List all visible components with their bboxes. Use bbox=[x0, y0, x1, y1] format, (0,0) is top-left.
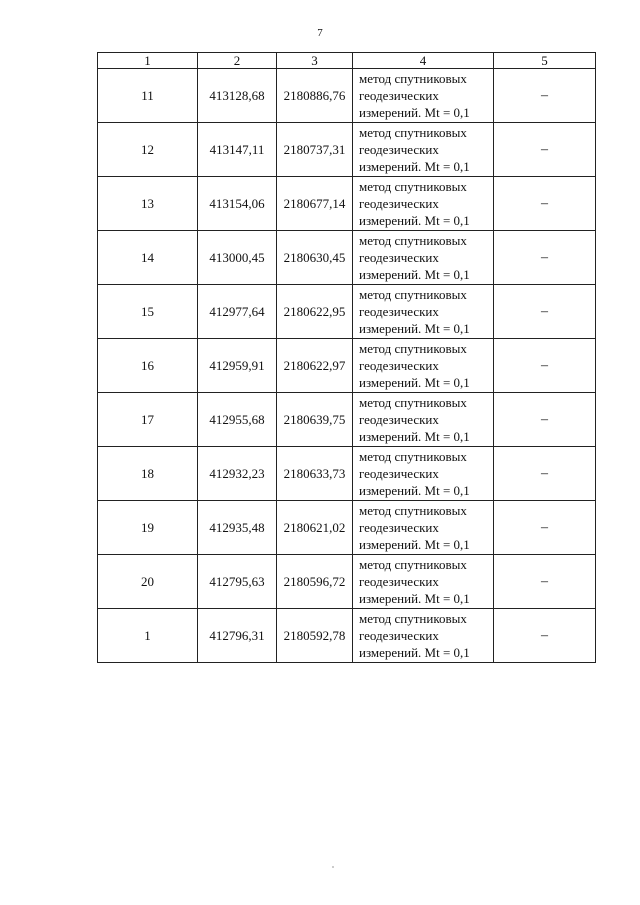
scan-dot bbox=[332, 866, 334, 868]
coord-x: 412977,64 bbox=[198, 285, 277, 339]
method-description-line: измерений. Mt = 0,1 bbox=[359, 537, 470, 552]
coord-x: 412795,63 bbox=[198, 555, 277, 609]
method-description-line: метод спутниковых bbox=[359, 125, 467, 140]
method-description-line: геодезических bbox=[359, 412, 439, 427]
table-row bbox=[98, 69, 596, 123]
method-description-line: геодезических bbox=[359, 250, 439, 265]
point-number: 14 bbox=[98, 231, 198, 285]
coord-y: 2180622,97 bbox=[277, 339, 353, 393]
coord-y: 2180737,31 bbox=[277, 123, 353, 177]
coord-y: 2180630,45 bbox=[277, 231, 353, 285]
note-dash: – bbox=[494, 123, 596, 177]
method-description-line: метод спутниковых bbox=[359, 449, 467, 464]
method-description bbox=[353, 393, 494, 447]
coord-x: 413128,68 bbox=[198, 69, 277, 123]
coord-x: 413147,11 bbox=[198, 123, 277, 177]
coord-y: 2180622,95 bbox=[277, 285, 353, 339]
method-description-line: измерений. Mt = 0,1 bbox=[359, 105, 470, 120]
coord-x: 412935,48 bbox=[198, 501, 277, 555]
method-description-line: метод спутниковых bbox=[359, 557, 467, 572]
point-number: 19 bbox=[98, 501, 198, 555]
coord-x: 412955,68 bbox=[198, 393, 277, 447]
point-number: 12 bbox=[98, 123, 198, 177]
table-row bbox=[98, 339, 596, 393]
table-row bbox=[98, 609, 596, 663]
method-description-line: геодезических bbox=[359, 628, 439, 643]
coord-x: 413154,06 bbox=[198, 177, 277, 231]
method-description-line: измерений. Mt = 0,1 bbox=[359, 267, 470, 282]
point-number: 20 bbox=[98, 555, 198, 609]
method-description-line: метод спутниковых bbox=[359, 611, 467, 626]
method-description bbox=[353, 231, 494, 285]
method-description bbox=[353, 339, 494, 393]
method-description-line: метод спутниковых bbox=[359, 71, 467, 86]
note-dash: – bbox=[494, 339, 596, 393]
table-row bbox=[98, 177, 596, 231]
method-description-line: измерений. Mt = 0,1 bbox=[359, 429, 470, 444]
note-dash: – bbox=[494, 447, 596, 501]
coord-x: 412959,91 bbox=[198, 339, 277, 393]
method-description-line: измерений. Mt = 0,1 bbox=[359, 645, 470, 660]
point-number: 16 bbox=[98, 339, 198, 393]
method-description-line: геодезических bbox=[359, 520, 439, 535]
method-description-line: измерений. Mt = 0,1 bbox=[359, 591, 470, 606]
method-description-line: геодезических bbox=[359, 142, 439, 157]
method-description bbox=[353, 555, 494, 609]
note-dash: – bbox=[494, 231, 596, 285]
method-description bbox=[353, 285, 494, 339]
note-dash: – bbox=[494, 501, 596, 555]
table-row bbox=[98, 123, 596, 177]
header-col-4: 4 bbox=[353, 53, 494, 69]
method-description-line: геодезических bbox=[359, 574, 439, 589]
point-number: 11 bbox=[98, 69, 198, 123]
point-number: 17 bbox=[98, 393, 198, 447]
note-dash: – bbox=[494, 177, 596, 231]
note-dash: – bbox=[494, 393, 596, 447]
table-row bbox=[98, 285, 596, 339]
method-description-line: метод спутниковых bbox=[359, 179, 467, 194]
point-number: 13 bbox=[98, 177, 198, 231]
coord-x: 413000,45 bbox=[198, 231, 277, 285]
coord-y: 2180633,73 bbox=[277, 447, 353, 501]
coord-y: 2180886,76 bbox=[277, 69, 353, 123]
method-description-line: измерений. Mt = 0,1 bbox=[359, 213, 470, 228]
coord-x: 412796,31 bbox=[198, 609, 277, 663]
method-description bbox=[353, 69, 494, 123]
table-row bbox=[98, 555, 596, 609]
method-description bbox=[353, 447, 494, 501]
header-col-5: 5 bbox=[494, 53, 596, 69]
coord-y: 2180677,14 bbox=[277, 177, 353, 231]
method-description bbox=[353, 177, 494, 231]
method-description-line: геодезических bbox=[359, 358, 439, 373]
method-description-line: геодезических bbox=[359, 196, 439, 211]
note-dash: – bbox=[494, 609, 596, 663]
header-col-3: 3 bbox=[277, 53, 353, 69]
header-col-1: 1 bbox=[98, 53, 198, 69]
method-description-line: метод спутниковых bbox=[359, 287, 467, 302]
page-number: 7 bbox=[317, 27, 323, 39]
table-row bbox=[98, 393, 596, 447]
point-number: 18 bbox=[98, 447, 198, 501]
method-description-line: метод спутниковых bbox=[359, 341, 467, 356]
method-description-line: измерений. Mt = 0,1 bbox=[359, 483, 470, 498]
method-description-line: геодезических bbox=[359, 88, 439, 103]
method-description bbox=[353, 501, 494, 555]
method-description-line: измерений. Mt = 0,1 bbox=[359, 159, 470, 174]
table-row bbox=[98, 231, 596, 285]
method-description-line: геодезических bbox=[359, 466, 439, 481]
coordinates-table bbox=[97, 52, 596, 663]
method-description-line: геодезических bbox=[359, 304, 439, 319]
header-col-2: 2 bbox=[198, 53, 277, 69]
method-description-line: измерений. Mt = 0,1 bbox=[359, 375, 470, 390]
table-row bbox=[98, 447, 596, 501]
method-description-line: метод спутниковых bbox=[359, 233, 467, 248]
coord-x: 412932,23 bbox=[198, 447, 277, 501]
table-header-row bbox=[98, 53, 596, 69]
coord-y: 2180592,78 bbox=[277, 609, 353, 663]
point-number: 15 bbox=[98, 285, 198, 339]
coord-y: 2180596,72 bbox=[277, 555, 353, 609]
table-body bbox=[98, 69, 596, 663]
coord-y: 2180639,75 bbox=[277, 393, 353, 447]
method-description-line: метод спутниковых bbox=[359, 503, 467, 518]
note-dash: – bbox=[494, 69, 596, 123]
note-dash: – bbox=[494, 555, 596, 609]
point-number: 1 bbox=[98, 609, 198, 663]
method-description bbox=[353, 609, 494, 663]
method-description bbox=[353, 123, 494, 177]
method-description-line: измерений. Mt = 0,1 bbox=[359, 321, 470, 336]
note-dash: – bbox=[494, 285, 596, 339]
method-description-line: метод спутниковых bbox=[359, 395, 467, 410]
coord-y: 2180621,02 bbox=[277, 501, 353, 555]
table-row bbox=[98, 501, 596, 555]
